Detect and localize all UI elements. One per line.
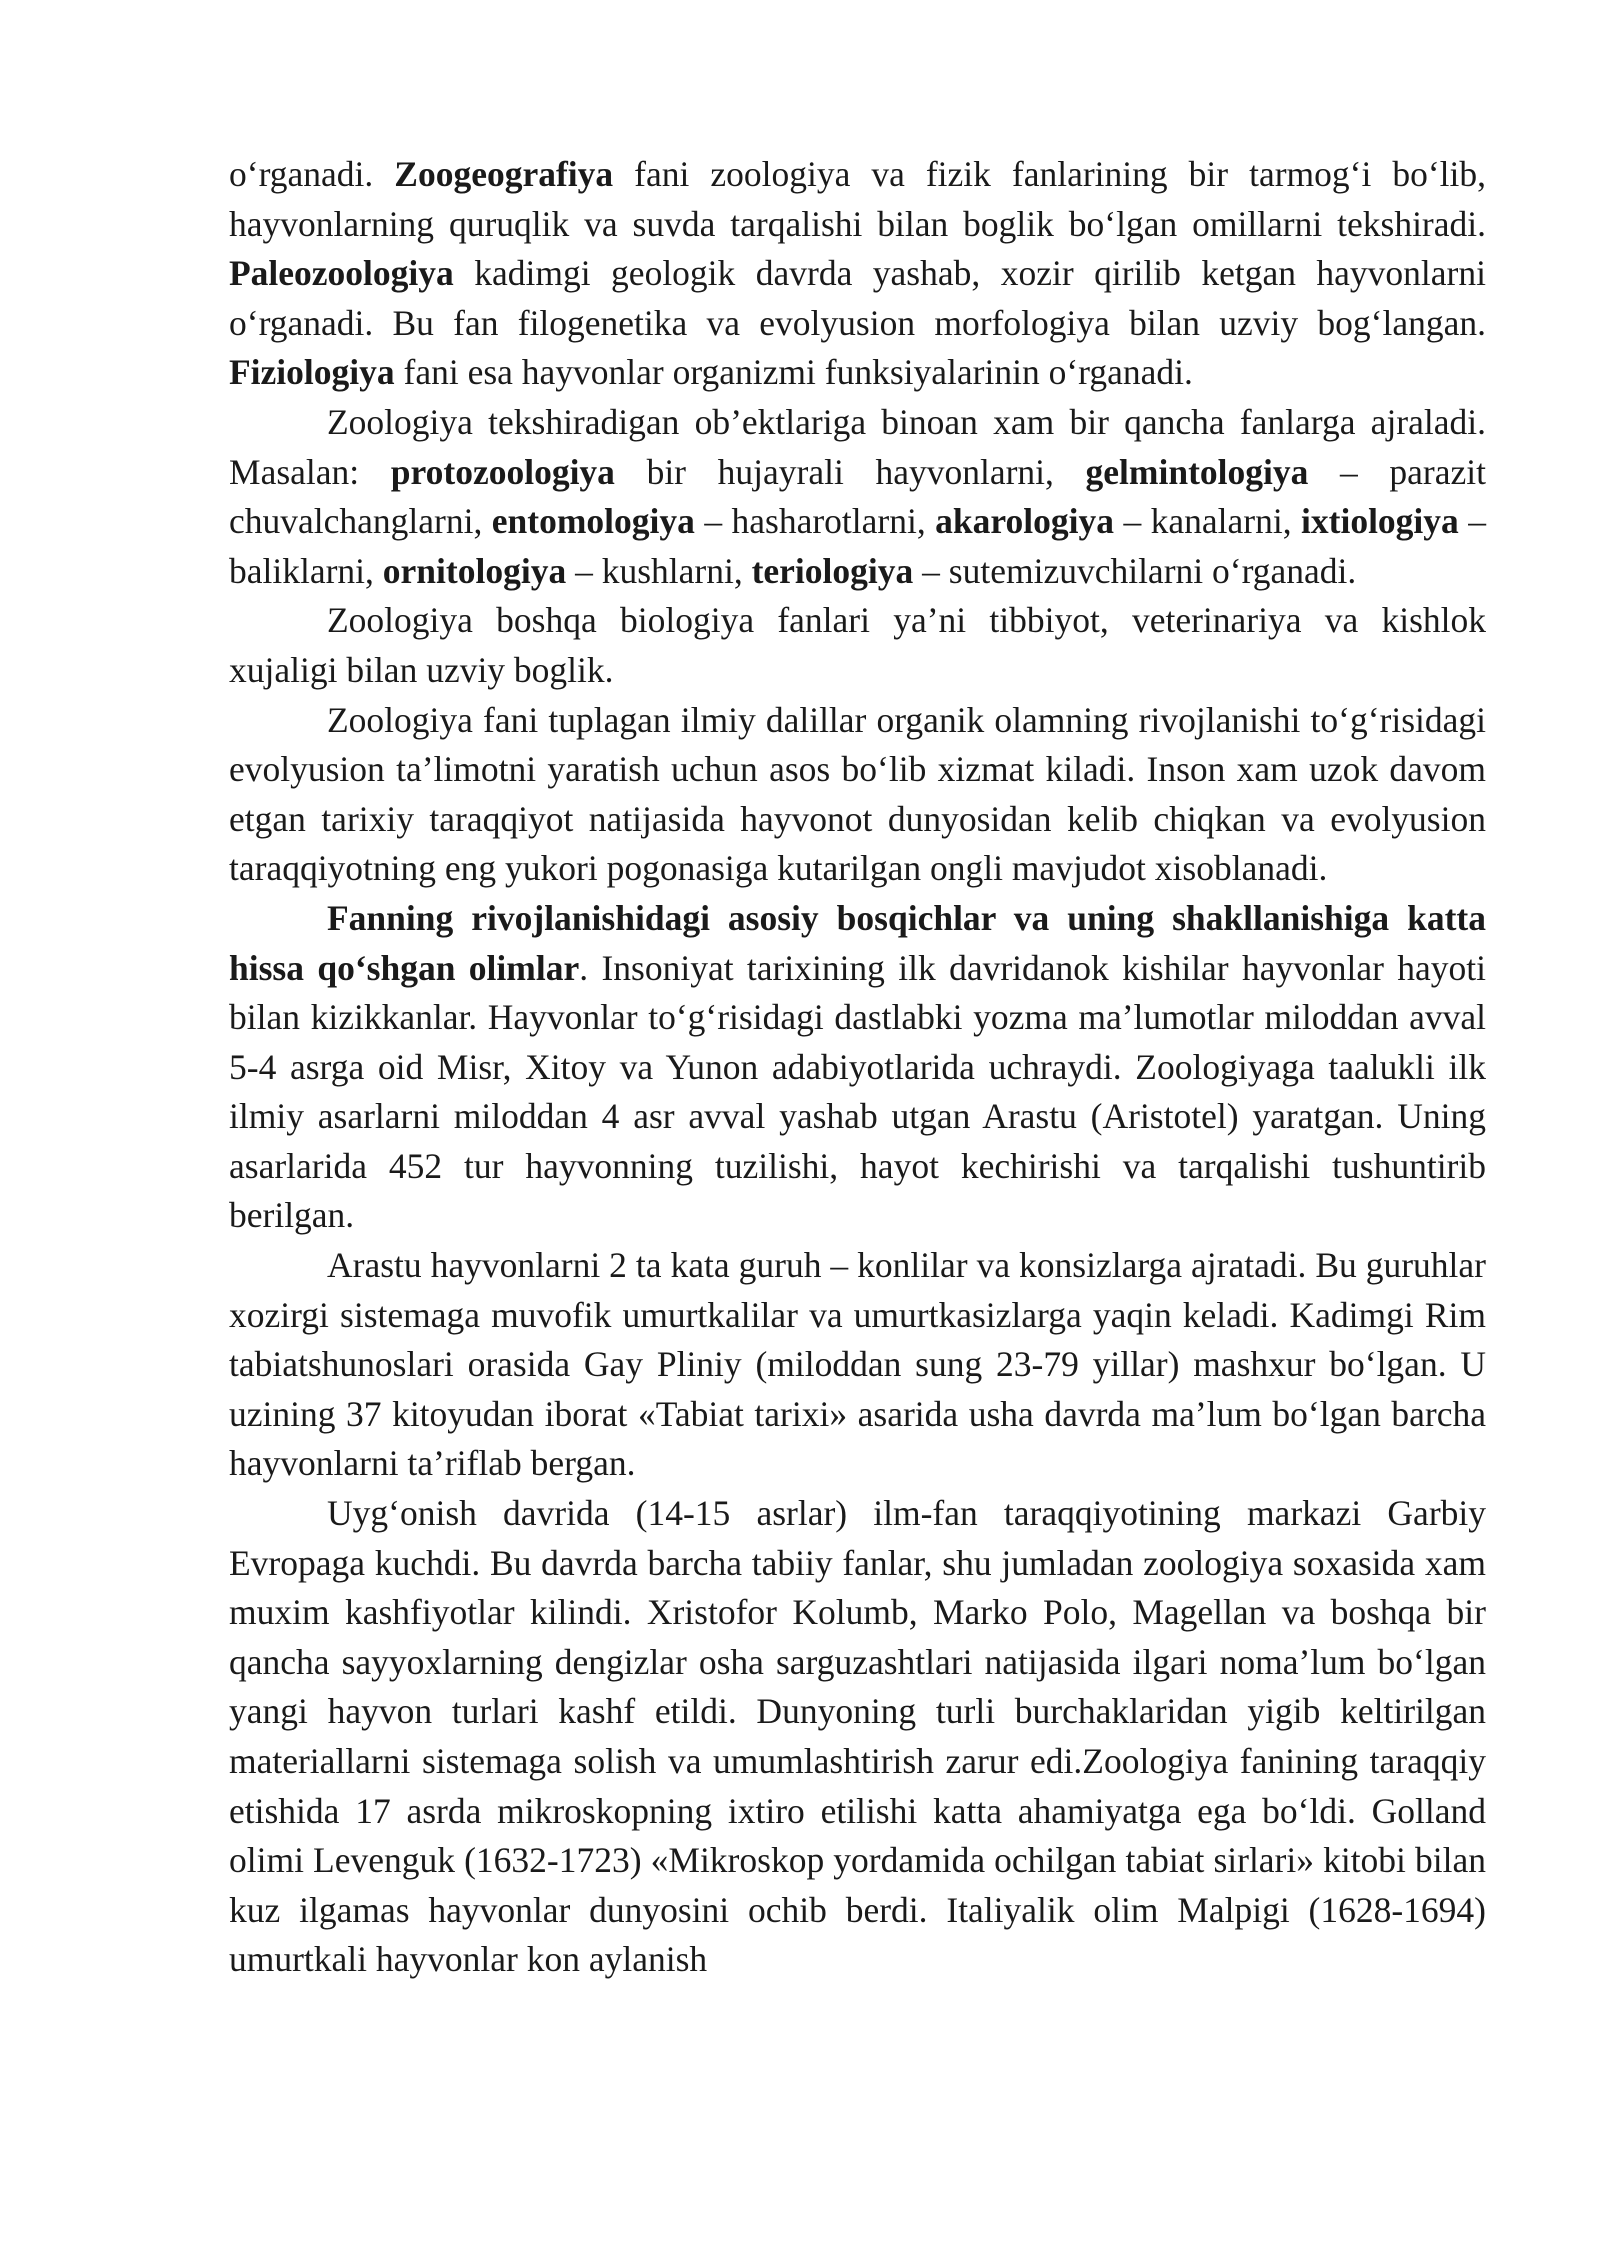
bold-term: ornitologiya: [382, 550, 567, 591]
paragraph-1: [229, 150, 1486, 398]
bold-term: entomologiya: [491, 501, 695, 542]
text-run: – baliklarni,: [229, 501, 1486, 591]
paragraph-7: [229, 1489, 1486, 1985]
text-run: . Insoniyat tarixining ilk davridanok kishilar hayvonlar hayoti bilan kizikkanlar. Hayvonlar to‘g‘risidagi dastlabki yozma ma’lumotlar miloddan avval 5-4 asrga oid Misr, Xitoy va Yunon adabiyotlarida uchraydi. Zoologiyaga taalukli ilk ilmiy asarlarni miloddan 4 asr avval yashab utgan Arastu (Aristotel) yaratgan. Uning asarlarida 452 tur hayvonning tuzilishi, hayot kechirishi va tarqalishi tushuntirib berilgan.: [229, 947, 1486, 1236]
text-run: – hasharotlarni,: [694, 501, 936, 542]
text-run: Zoologiya tekshiradigan ob’ektlariga binoan xam bir qancha fanlarga ajraladi. Masalan:: [229, 401, 1486, 492]
text-run: – sutemizuvchilarni o‘rganadi.: [913, 550, 1357, 591]
text-run: – kanalarni,: [1114, 501, 1302, 542]
bold-term: akarologiya: [935, 501, 1114, 542]
bold-term: Fiziologiya: [229, 352, 395, 393]
paragraph-4: [229, 696, 1486, 894]
paragraph-2: [229, 398, 1486, 596]
bold-term: protozoologiya: [390, 451, 615, 492]
text-run: kadimgi geologik davrda yashab, xozir qirilib ketgan hayvonlarni o‘rganadi. Bu fan filogenetika va evolyusion morfologiya bilan uzviy bog‘langan.: [229, 253, 1486, 343]
text-run: Zoologiya boshqa biologiya fanlari ya’ni tibbiyot, veterinariya va kishlok xujaligi bilan uzviy boglik.: [229, 600, 1486, 690]
text-run: bir hujayrali hayvonlarni,: [614, 451, 1086, 492]
text-run: fani zoologiya va fizik fanlarining bir tarmog‘i bo‘lib, hayvonlarning quruqlik va suvda tarqalishi bilan boglik bo‘lgan omillarni tekshiradi.: [229, 154, 1486, 244]
text-run: o‘rganadi.: [229, 154, 395, 194]
text-run: – parazit chuvalchanglarni,: [229, 451, 1486, 542]
text-run: Zoologiya fani tuplagan ilmiy dalillar organik olamning rivojlanishi to‘g‘risidagi evolyusion ta’limotni yaratish uchun asos bo‘lib xizmat kiladi. Inson xam uzok davom etgan tarixiy taraqqiyot natijasida hayvonot dunyosidan kelib chiqkan va evolyusion taraqqiyotning eng yukori pogonasiga kutarilgan ongli mavjudot xisoblanadi.: [229, 699, 1486, 889]
bold-term: Paleozoologiya: [229, 253, 454, 294]
text-run: Arastu hayvonlarni 2 ta kata guruh – konlilar va konsizlarga ajratadi. Bu guruhlar xozirgi sistemaga muvofik umurtkalilar va umurtkasizlarga yaqin keladi. Kadimgi Rim tabiatshunoslari orasida Gay Pliniy (miloddan sung 23-79 yillar) mashxur bo‘lgan. U uzining 37 kitoyudan iborat «Tabiat tarixi» asarida usha davrda ma’lum bo‘lgan barcha hayvonlarni ta’riflab bergan.: [229, 1245, 1486, 1484]
text-run: Uyg‘onish davrida (14-15 asrlar) ilm-fan taraqqiyotining markazi Garbiy Evropaga kuchdi. Bu davrda barcha tabiiy fanlar, shu jumladan zoologiya soxasida xam muxim kashfiyotlar kilindi. Xristofor Kolumb, Marko Polo, Magellan va boshqa bir qancha sayyoxlarning dengizlar osha sarguzashtlari natijasida ilgari noma’lum bo‘lgan yangi hayvon turlari kashf etildi. Dunyoning turli burchaklaridan yigib keltirilgan materiallarni sistemaga solish va umumlashtirish zarur edi.Zoologiya fanining taraqqiy etishida 17 asrda mikroskopning ixtiro etilishi katta ahamiyatga ega bo‘ldi. Golland olimi Levenguk (1632-1723) «Mikroskop yordamida ochilgan tabiat sirlari» kitobi bilan kuz ilgamas hayvonlar dunyosini ochib berdi. Italiyalik olim Malpigi (1628-1694) umurtkali hayvonlar kon aylanish: [229, 1493, 1486, 1980]
paragraph-3: [229, 596, 1486, 695]
text-run: fani esa hayvonlar organizmi funksiyalarinin o‘rganadi.: [394, 352, 1193, 393]
text-run: – kushlarni,: [566, 550, 752, 591]
paragraph-5: [229, 894, 1486, 1241]
bold-term: gelmintologiya: [1085, 451, 1309, 492]
bold-term: teriologiya: [751, 550, 914, 591]
document-page: [229, 150, 1486, 1985]
bold-term: ixtiologiya: [1301, 501, 1459, 542]
paragraph-6: [229, 1241, 1486, 1489]
bold-term: Fanning rivojlanishidagi asosiy bosqichlar va uning shakllanishiga katta hissa qo‘shgan olimlar: [229, 897, 1486, 988]
bold-term: Zoogeografiya: [394, 154, 614, 194]
